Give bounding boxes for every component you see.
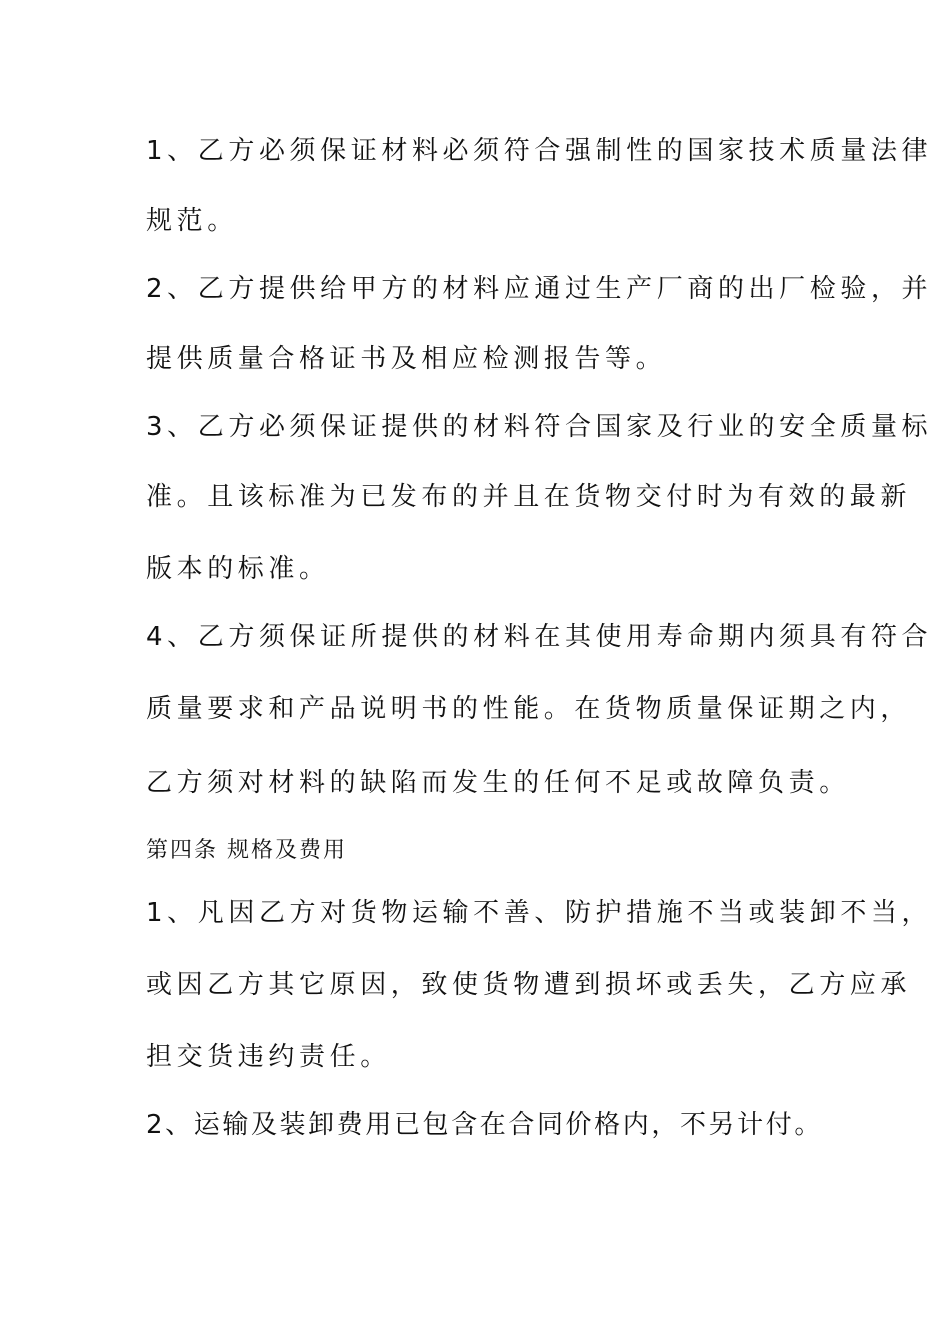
clause-3-item-4-line-3: 乙方须对材料的缺陷而发生的任何不足或故障负责。 xyxy=(146,768,850,798)
clause-4-item-1-line-1: 1、凡因乙方对货物运输不善、防护措施不当或装卸不当， xyxy=(146,898,933,928)
clause-3-item-4-line-1: 4、乙方须保证所提供的材料在其使用寿命期内须具有符合 xyxy=(146,622,933,652)
clause-4-item-1-line-2: 或因乙方其它原因，致使货物遭到损坏或丢失，乙方应承 xyxy=(146,970,912,1000)
clause-4-item-1-line-3: 担交货违约责任。 xyxy=(146,1042,391,1072)
clause-4-item-2-line-1: 2、运输及装卸费用已包含在合同价格内，不另计付。 xyxy=(146,1110,823,1140)
clause-3-item-3-line-3: 版本的标准。 xyxy=(146,554,330,584)
clause-3-item-3-line-2: 准。且该标准为已发布的并且在货物交付时为有效的最新 xyxy=(146,482,912,512)
clause-4-heading: 第四条 规格及费用 xyxy=(146,838,347,863)
clause-3-item-1-line-1: 1、乙方必须保证材料必须符合强制性的国家技术质量法律 xyxy=(146,136,933,166)
clause-3-item-2-line-1: 2、乙方提供给甲方的材料应通过生产厂商的出厂检验，并 xyxy=(146,274,933,304)
clause-3-item-3-line-1: 3、乙方必须保证提供的材料符合国家及行业的安全质量标 xyxy=(146,412,933,442)
clause-3-item-4-line-2: 质量要求和产品说明书的性能。在货物质量保证期之内， xyxy=(146,694,912,724)
clause-3-item-2-line-2: 提供质量合格证书及相应检测报告等。 xyxy=(146,344,667,374)
clause-3-item-1-line-2: 规范。 xyxy=(146,206,238,236)
